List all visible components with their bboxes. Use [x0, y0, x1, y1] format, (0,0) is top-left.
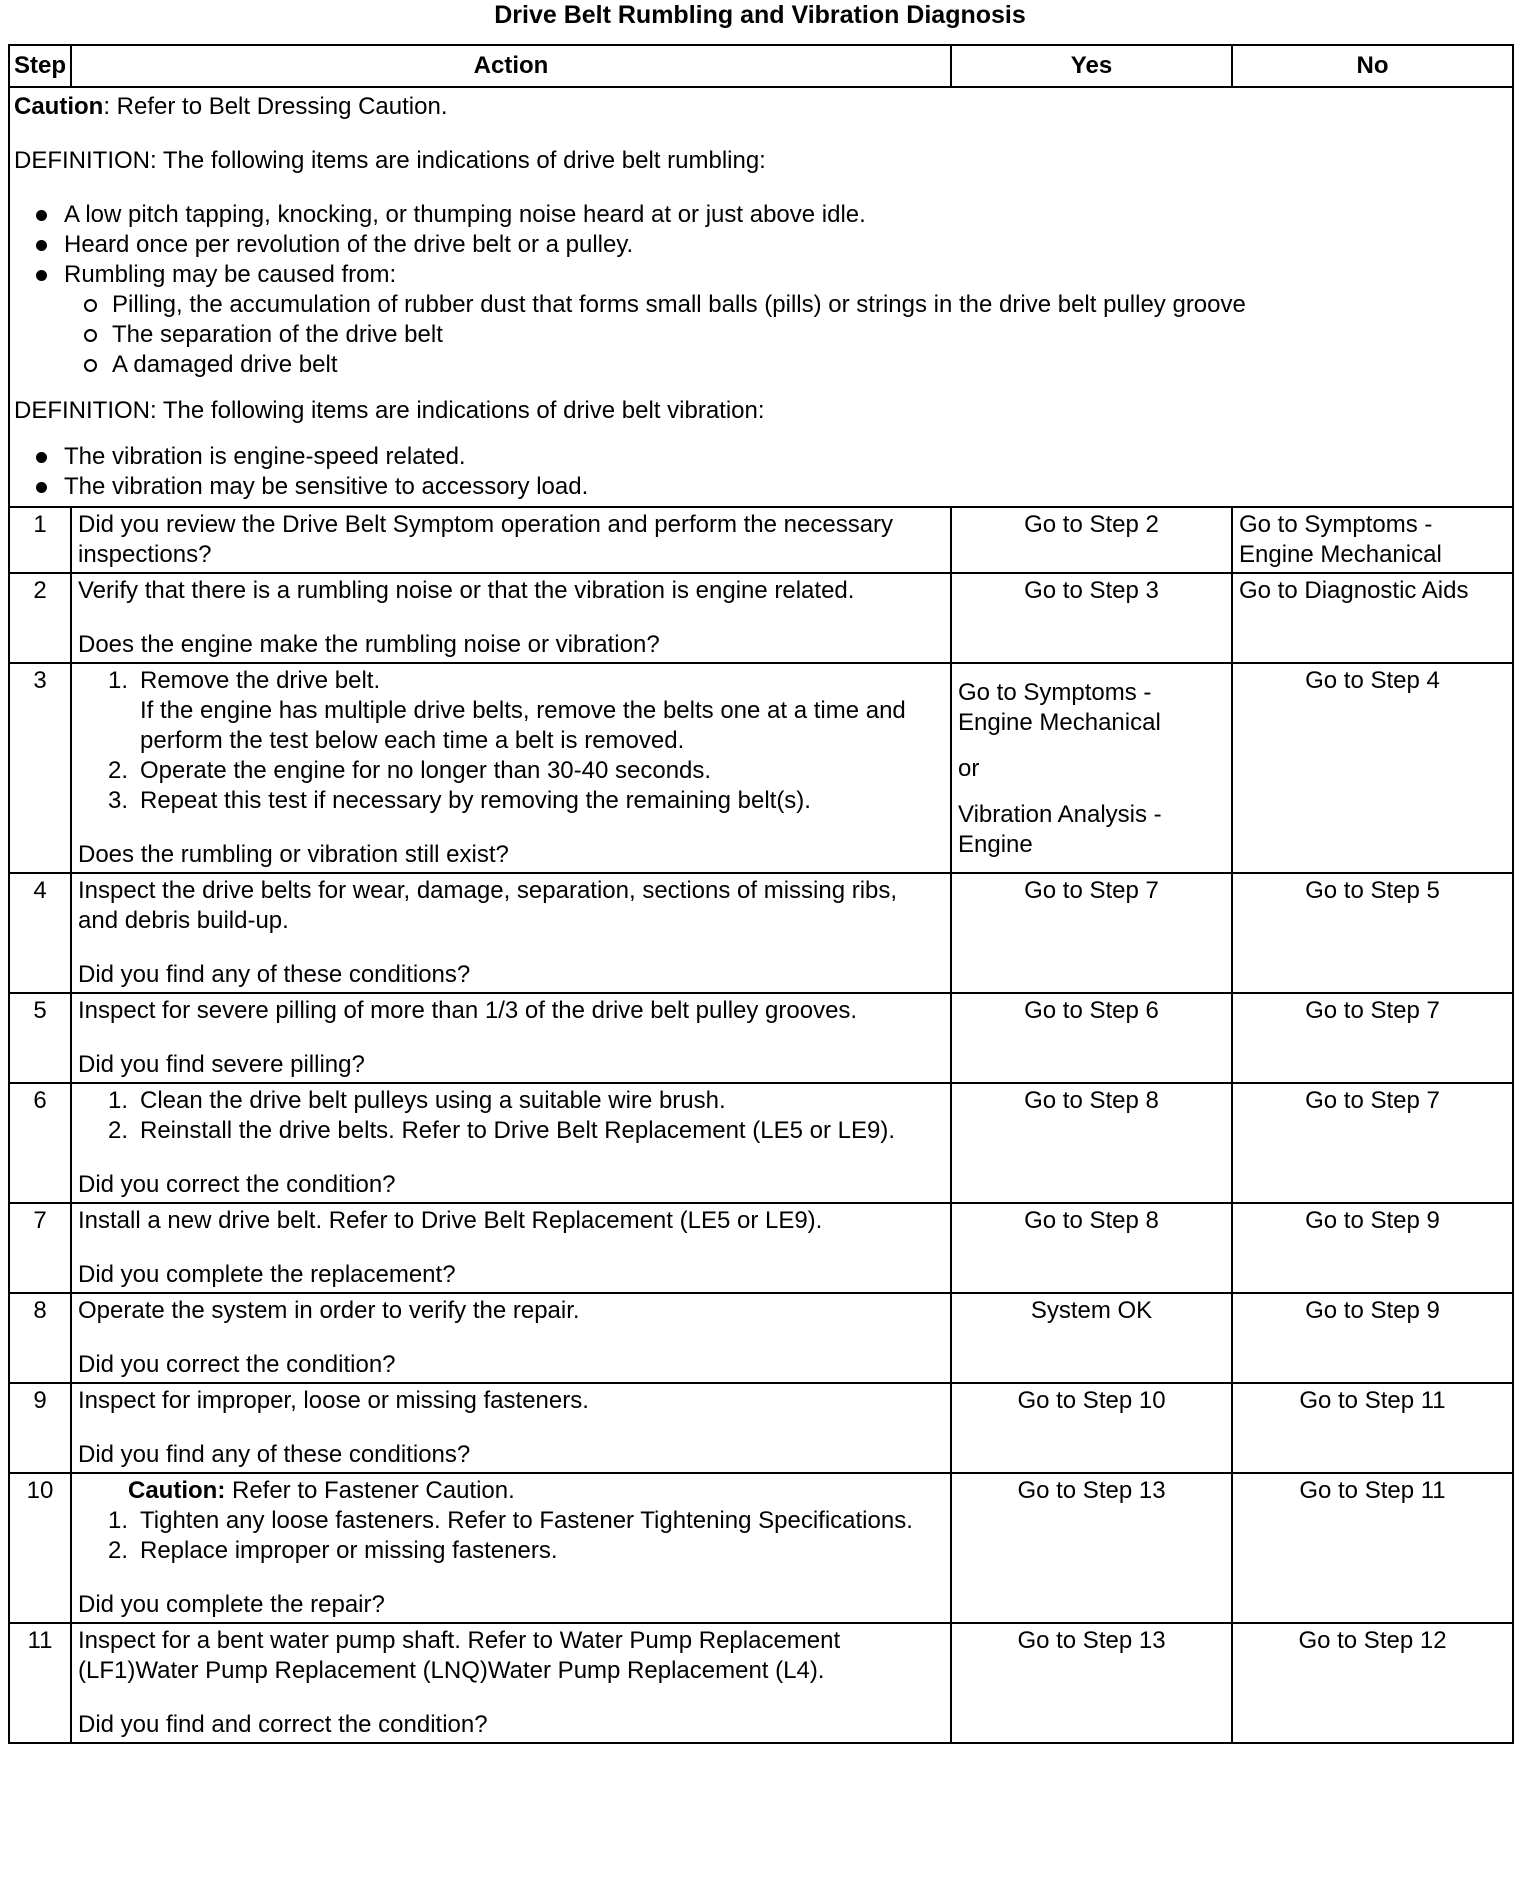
no-line: Engine Mechanical: [1239, 541, 1442, 568]
list-item: The vibration may be sensitive to accessory load.: [32, 472, 1508, 502]
step-number: 5: [9, 993, 71, 1083]
yes-cell: Go to Step 6: [951, 993, 1232, 1083]
definition-vibration: DEFINITION: The following items are indications of drive belt vibration:: [14, 397, 765, 424]
item-text: Clean the drive belt pulleys using a suitable wire brush.: [140, 1087, 726, 1114]
action-line: inspections?: [78, 541, 212, 568]
step-number: 2: [9, 573, 71, 663]
action-text: Inspect for improper, loose or missing fasteners.: [78, 1387, 589, 1414]
item-number: 1.: [107, 1087, 128, 1114]
action-line: Inspect the drive belts for wear, damage, separation, sections of missing ribs,: [78, 877, 898, 904]
list-item: [90, 666, 944, 756]
step-number: 4: [9, 873, 71, 993]
action-question: Does the rumbling or vibration still exist?: [78, 841, 509, 868]
action-question: Did you find any of these conditions?: [78, 1441, 471, 1468]
header-action: Action: [71, 45, 951, 87]
no-cell: Go to Step 9: [1232, 1293, 1513, 1383]
table-row: [9, 873, 1513, 993]
yes-cell: Go to Step 8: [951, 1083, 1232, 1203]
action-cell: [71, 1383, 951, 1473]
list-item: [90, 1116, 944, 1146]
header-step: Step: [9, 45, 71, 87]
action-question: Did you find any of these conditions?: [78, 961, 471, 988]
yes-cell: Go to Step 2: [951, 507, 1232, 573]
yes-cell: [951, 663, 1232, 873]
step-number: 10: [9, 1473, 71, 1623]
yes-cell: Go to Step 10: [951, 1383, 1232, 1473]
item-number: 2.: [107, 1537, 128, 1564]
step-number: 3: [9, 663, 71, 873]
no-cell: Go to Step 5: [1232, 873, 1513, 993]
action-line: (LF1)Water Pump Replacement (LNQ)Water Pump Replacement (L4).: [78, 1657, 825, 1684]
yes-cell: Go to Step 13: [951, 1473, 1232, 1623]
table-row: [9, 1623, 1513, 1743]
step-number: 11: [9, 1623, 71, 1743]
list-item: [90, 1506, 944, 1536]
no-cell: Go to Step 7: [1232, 1083, 1513, 1203]
list-item: Heard once per revolution of the drive belt or a pulley.: [32, 230, 1508, 260]
table-row: [9, 1383, 1513, 1473]
item-text: Reinstall the drive belts. Refer to Drive Belt Replacement (LE5 or LE9).: [140, 1117, 896, 1144]
action-question: Did you complete the replacement?: [78, 1261, 456, 1288]
yes-or: or: [958, 755, 980, 782]
action-cell: [71, 873, 951, 993]
item-subtext: perform the test below each time a belt is removed.: [140, 727, 685, 754]
caution-text: : Refer to Belt Dressing Caution.: [103, 93, 448, 120]
action-cell: [71, 1203, 951, 1293]
item-text: Replace improper or missing fasteners.: [140, 1537, 558, 1564]
page-title: Drive Belt Rumbling and Vibration Diagnosis: [494, 1, 1026, 29]
item-number: 1.: [107, 667, 128, 694]
item-text: Tighten any loose fasteners. Refer to Fastener Tightening Specifications.: [140, 1507, 913, 1534]
action-question: Does the engine make the rumbling noise or vibration?: [78, 631, 660, 658]
table-row: [9, 1293, 1513, 1383]
step-number: 7: [9, 1203, 71, 1293]
sub-list-item: A damaged drive belt: [84, 350, 1508, 380]
no-cell: [1232, 507, 1513, 573]
action-text: Operate the system in order to verify the repair.: [78, 1297, 580, 1324]
step-number: 6: [9, 1083, 71, 1203]
item-number: 2.: [107, 757, 128, 784]
no-cell: Go to Step 9: [1232, 1203, 1513, 1293]
step-caution: [78, 1476, 944, 1506]
vibration-bullet-list: [14, 442, 1508, 502]
no-cell: Go to Step 12: [1232, 1623, 1513, 1743]
table-row: [9, 507, 1513, 573]
caution-label: Caution: [14, 93, 104, 120]
header-no: No: [1232, 45, 1513, 87]
preamble-row: [9, 87, 1513, 507]
item-text: Remove the drive belt.: [140, 667, 381, 694]
action-text: Inspect for severe pilling of more than 1/3 of the drive belt pulley grooves.: [78, 997, 858, 1024]
item-number: 1.: [107, 1507, 128, 1534]
table-row: [9, 663, 1513, 873]
step-number: 1: [9, 507, 71, 573]
action-cell: [71, 663, 951, 873]
procedure-list: [78, 1086, 944, 1146]
table-row: [9, 573, 1513, 663]
item-number: 3.: [107, 787, 128, 814]
action-question: Did you correct the condition?: [78, 1351, 396, 1378]
yes-line: Go to Symptoms -: [958, 679, 1152, 706]
no-cell: Go to Step 4: [1232, 663, 1513, 873]
yes-cell: Go to Step 8: [951, 1203, 1232, 1293]
diagnosis-table: [8, 44, 1514, 1744]
yes-line: Engine: [958, 831, 1033, 858]
list-item: [90, 756, 944, 786]
action-cell: [71, 1473, 951, 1623]
action-cell: [71, 1623, 951, 1743]
action-line: Inspect for a bent water pump shaft. Refer to Water Pump Replacement: [78, 1627, 841, 1654]
caution-text: Refer to Fastener Caution.: [225, 1477, 515, 1504]
action-question: Did you correct the condition?: [78, 1171, 396, 1198]
step-number: 9: [9, 1383, 71, 1473]
item-subtext: If the engine has multiple drive belts, remove the belts one at a time and: [140, 697, 906, 724]
step-number: 8: [9, 1293, 71, 1383]
list-item: [90, 1536, 944, 1566]
table-row: [9, 993, 1513, 1083]
yes-line: Vibration Analysis -: [958, 801, 1162, 828]
action-cell: [71, 1083, 951, 1203]
item-body: [140, 666, 906, 756]
action-line: and debris build-up.: [78, 907, 289, 934]
action-question: Did you find and correct the condition?: [78, 1711, 488, 1738]
action-question: Did you complete the repair?: [78, 1591, 385, 1618]
item-text: Operate the engine for no longer than 30-40 seconds.: [140, 757, 712, 784]
list-item-label: Rumbling may be caused from:: [64, 261, 397, 288]
procedure-list: [78, 1506, 944, 1566]
action-text: Verify that there is a rumbling noise or that the vibration is engine related.: [78, 577, 855, 604]
action-text: Install a new drive belt. Refer to Drive Belt Replacement (LE5 or LE9).: [78, 1207, 823, 1234]
list-item: A low pitch tapping, knocking, or thumping noise heard at or just above idle.: [32, 200, 1508, 230]
yes-cell: Go to Step 7: [951, 873, 1232, 993]
table-row: [9, 1473, 1513, 1623]
table-row: [9, 1203, 1513, 1293]
sub-list-item: The separation of the drive belt: [84, 320, 1508, 350]
preamble-cell: [9, 87, 1513, 507]
no-cell: Go to Step 11: [1232, 1383, 1513, 1473]
no-cell: Go to Step 7: [1232, 993, 1513, 1083]
preamble-caution: [14, 92, 1508, 122]
list-item: [32, 260, 1508, 380]
action-cell: [71, 1293, 951, 1383]
yes-line: Engine Mechanical: [958, 709, 1161, 736]
yes-cell: System OK: [951, 1293, 1232, 1383]
cause-sub-list: [64, 290, 1508, 380]
action-cell: [71, 573, 951, 663]
list-item: [90, 1086, 944, 1116]
action-cell: [71, 993, 951, 1083]
header-row: [9, 45, 1513, 87]
no-line: Go to Symptoms -: [1239, 511, 1433, 538]
rumbling-bullet-list: [14, 200, 1508, 380]
procedure-list: [78, 666, 944, 816]
definition-rumbling: DEFINITION: The following items are indications of drive belt rumbling:: [14, 147, 766, 174]
action-cell: [71, 507, 951, 573]
item-text: Repeat this test if necessary by removing the remaining belt(s).: [140, 787, 811, 814]
list-item: [90, 786, 944, 816]
list-item: The vibration is engine-speed related.: [32, 442, 1508, 472]
header-yes: Yes: [951, 45, 1232, 87]
yes-cell: Go to Step 3: [951, 573, 1232, 663]
action-question: Did you find severe pilling?: [78, 1051, 365, 1078]
sub-list-item: Pilling, the accumulation of rubber dust that forms small balls (pills) or strings in the drive belt pulley groove: [84, 290, 1508, 320]
yes-cell: Go to Step 13: [951, 1623, 1232, 1743]
no-cell: Go to Step 11: [1232, 1473, 1513, 1623]
table-row: [9, 1083, 1513, 1203]
item-number: 2.: [107, 1117, 128, 1144]
no-cell: Go to Diagnostic Aids: [1232, 573, 1513, 663]
caution-label: Caution:: [128, 1477, 226, 1504]
action-line: Did you review the Drive Belt Symptom operation and perform the necessary: [78, 511, 894, 538]
